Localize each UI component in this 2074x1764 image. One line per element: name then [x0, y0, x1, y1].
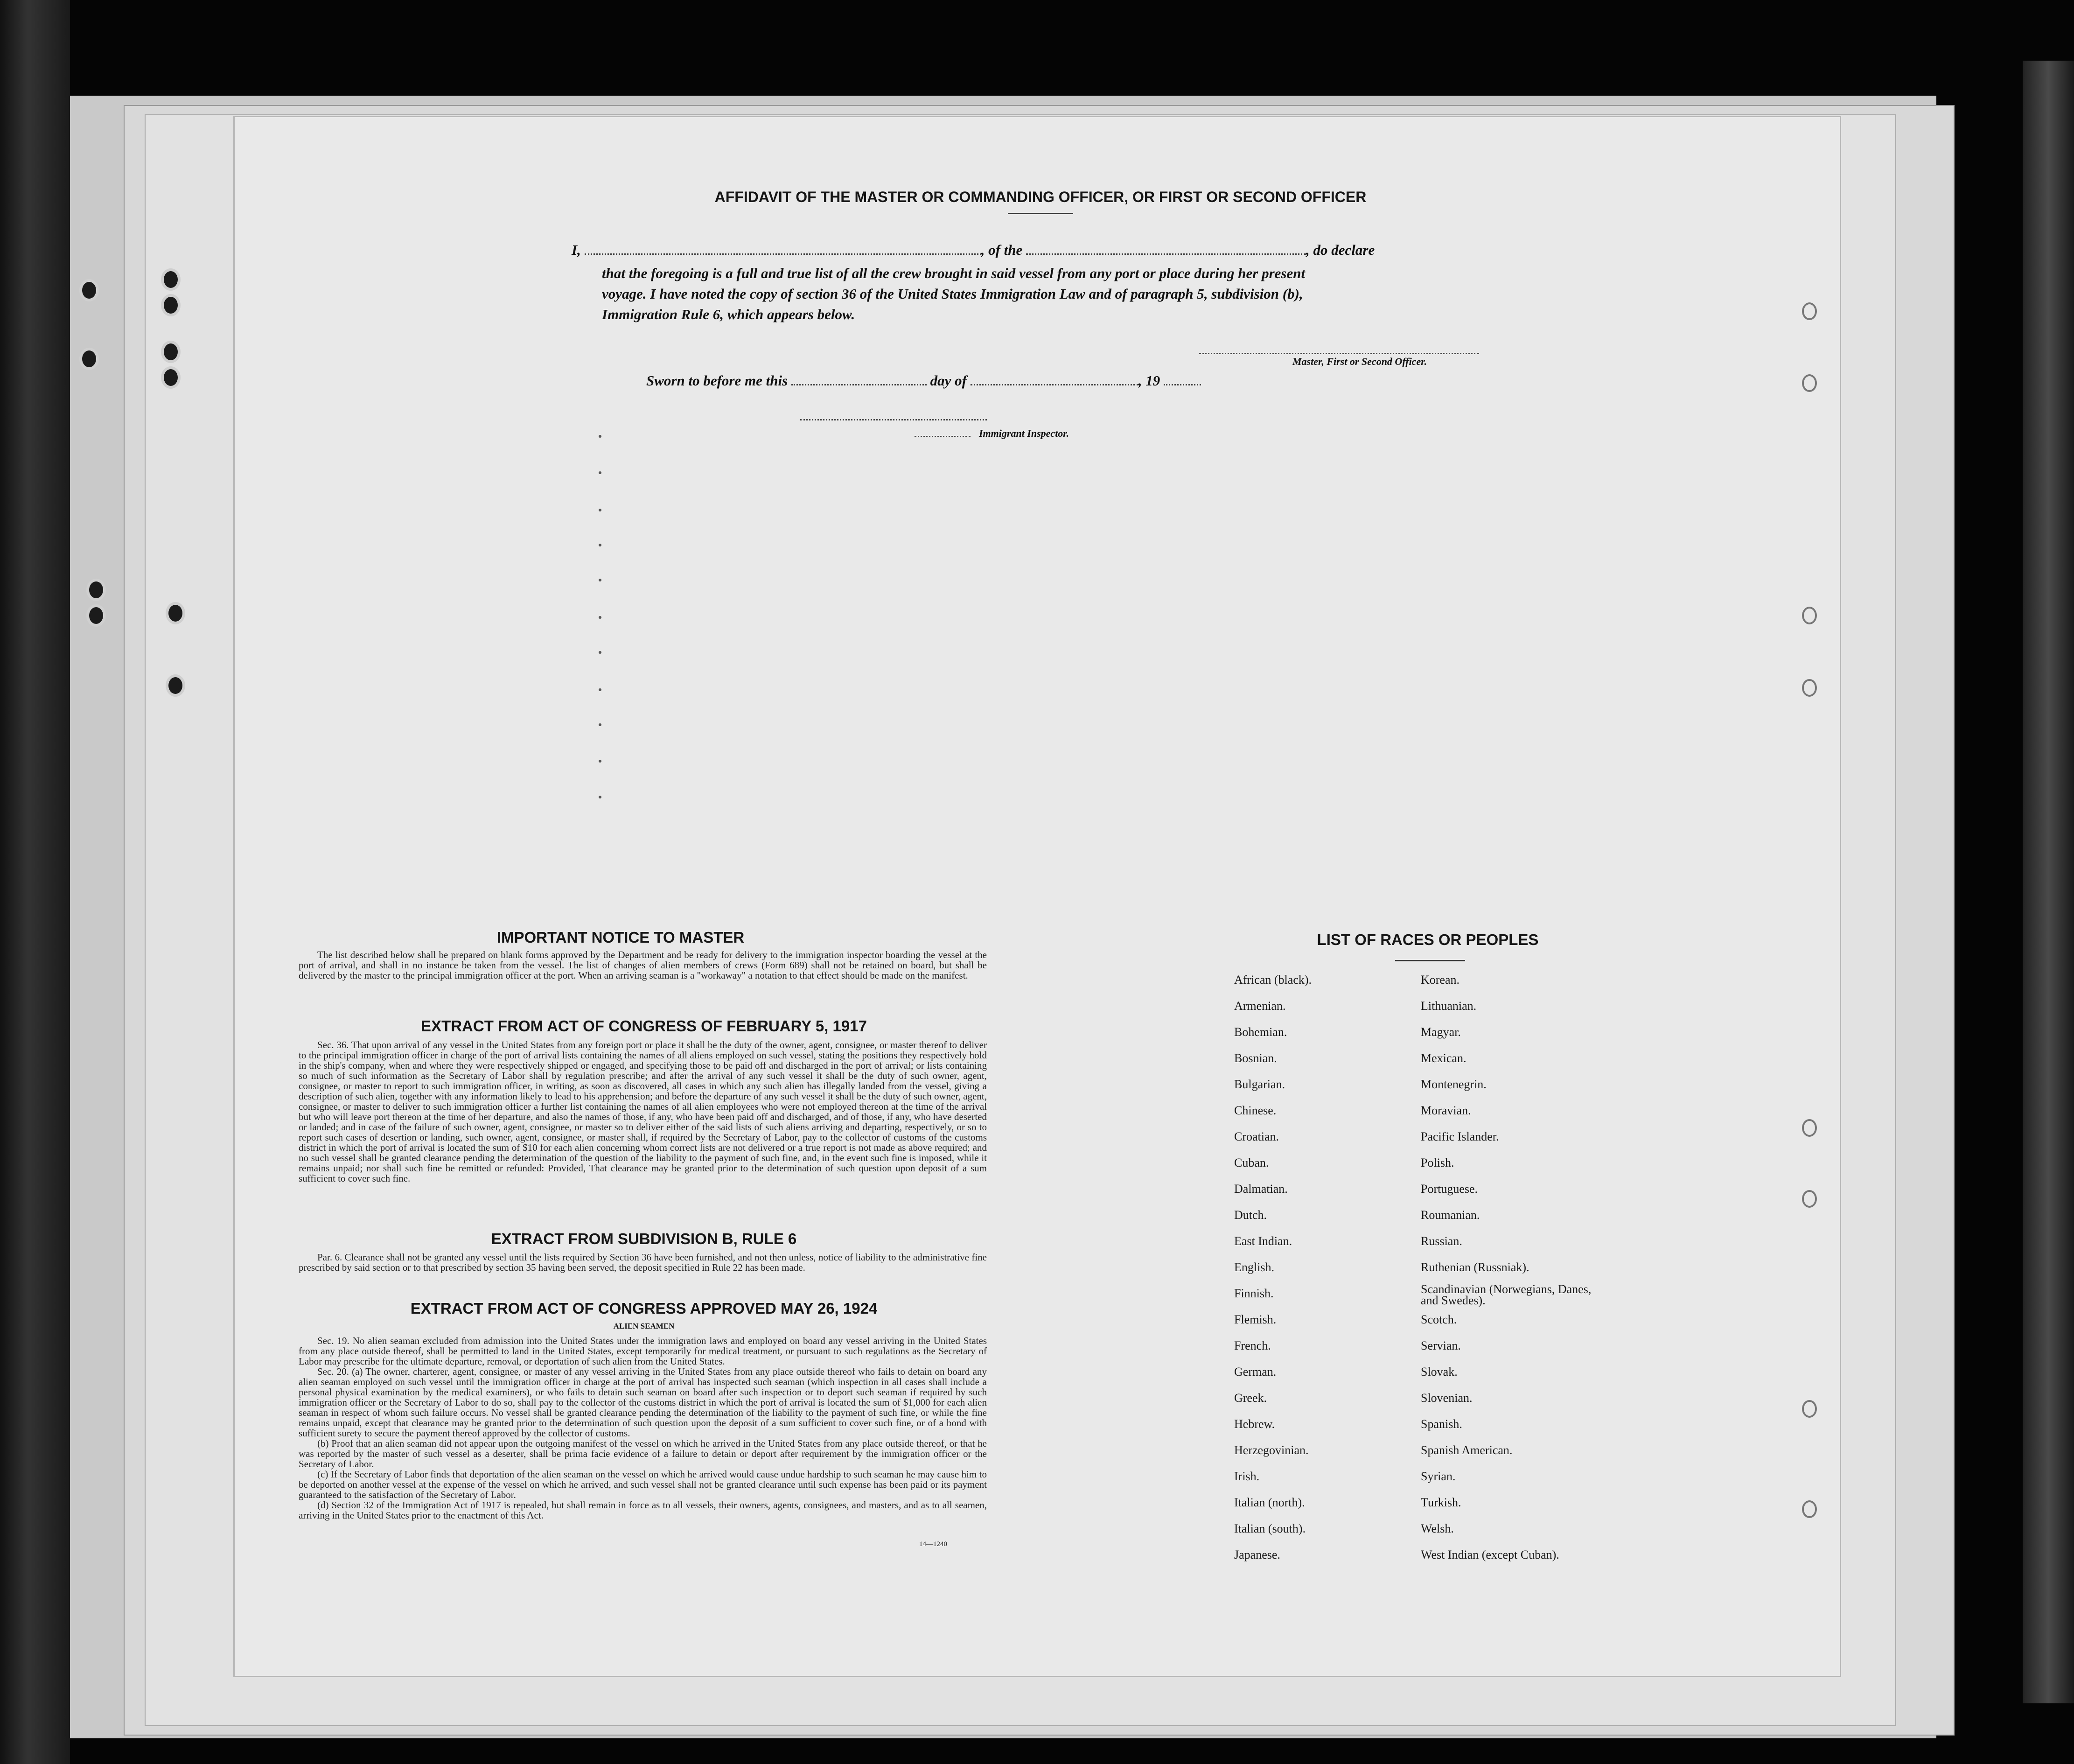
- punch-hole: [1802, 1190, 1817, 1208]
- race-item: Magyar.: [1421, 1025, 1461, 1039]
- margin-dot: [599, 760, 601, 763]
- race-item: Polish.: [1421, 1156, 1454, 1169]
- punch-hole: [86, 604, 106, 627]
- inspector-signature-blank: [800, 415, 987, 420]
- race-item: Spanish.: [1421, 1417, 1462, 1431]
- date-blank: [791, 380, 927, 385]
- extract-1924-sec20a: Sec. 20. (a) The owner, charterer, agent, consignee, or master of any vessel arriving in the United States from any place outside thereof who fails to detain on board any alien seaman employed on such vessel until the immigration officer in charge at the port of arrival has inspected such seaman (which inspection in all cases shall include a personal physical examination by the medical examiners), or who fails to detain such seaman on board after such inspection or to deport such seaman if required by such immigration officer or the Secretary of Labor to do so, shall pay to the collector of the customs district in which the port of arrival is located the sum of $1,000 for each alien seaman in respect of whom such failure occurs. No vessel shall be granted clearance pending the determination of the liability to the payment of such fine, or while the fine remains unpaid, except that clearance may be granted prior to the determination of such question upon the deposit of a sum sufficient to cover such fine, or of a bond with sufficient surety to secure the payment thereof approved by the collector of customs.: [299, 1366, 987, 1439]
- punch-hole: [1802, 1500, 1817, 1518]
- race-item: English.: [1234, 1260, 1274, 1274]
- race-item: Scotch.: [1421, 1313, 1457, 1326]
- race-item: Armenian.: [1234, 999, 1286, 1013]
- race-item: Hebrew.: [1234, 1417, 1275, 1431]
- punch-hole: [86, 579, 106, 601]
- races-rule: [1395, 960, 1465, 961]
- race-item: Scandinavian (Norwegians, Danes, and Swedes).: [1421, 1282, 1592, 1307]
- extract-1924-sec19: Sec. 19. No alien seaman excluded from admission into the United States under the immigration laws and employed on board any vessel arriving in the United States from any place outside thereof, shall be permitted to land in the United States, except temporarily for medical treatment, or pursuant to such regulations as the Secretary of Labor may prescribe for the ultimate departure, removal, or deportation of such alien from the United States.: [299, 1335, 987, 1367]
- margin-dot: [599, 723, 601, 726]
- race-item: Greek.: [1234, 1391, 1267, 1405]
- affidavit-rule: [1008, 213, 1073, 214]
- races-title: LIST OF RACES OR PEOPLES: [1317, 931, 1539, 948]
- races-right-column: [1421, 973, 1592, 1561]
- race-item: Moravian.: [1421, 1104, 1471, 1117]
- race-item: Lithuanian.: [1421, 999, 1477, 1013]
- extract-1917-body: [299, 1040, 987, 1183]
- extract-1924-subtitle: ALIEN SEAMEN: [613, 1322, 675, 1330]
- race-item: Japanese.: [1234, 1548, 1280, 1561]
- vessel-blank: [1026, 250, 1306, 255]
- margin-dot: [599, 435, 601, 438]
- extract-1924-sec20c: (c) If the Secretary of Labor finds that deportation of the alien seaman on the vessel on which he arrived would cause undue hardship to such seaman he may cause him to be deported on another vessel at the expense of the vessel on which he arrived, and such vessel shall not be granted clearance until such expense has been paid or its payment guaranteed to the satisfaction of the Secretary of Labor.: [299, 1469, 987, 1500]
- punch-hole: [1802, 1119, 1817, 1137]
- margin-dot: [599, 471, 601, 474]
- sworn-line: [646, 372, 1201, 389]
- punch-hole: [79, 279, 99, 301]
- punch-hole: [1802, 374, 1817, 392]
- extract-1924-body: [299, 1336, 987, 1520]
- affidavit-title: AFFIDAVIT OF THE MASTER OR COMMANDING OFFICER, OR FIRST OR SECOND OFFICER: [714, 189, 1367, 205]
- race-item: Russian.: [1421, 1234, 1462, 1248]
- extract-1917-paragraph: Sec. 36. That upon arrival of any vessel in the United States from any foreign port or place it shall be the duty of the owner, agent, consignee, or master thereof to deliver to the principal immigration officer in charge of the port of arrival lists containing the names of all aliens employed on such vessel, stating the positions they respectively hold in the ship's company, when and where they were respectively shipped or engaged, and specifying those to be paid off and discharged in the port of arrival; or lists containing so much of such information as the Secretary of Labor shall by regulation prescribe; and after the arrival of any such vessel it shall be the duty of such owner, agent, consignee, or master to report to such immigration officer, in writing, as soon as discovered, all cases in which any such alien has illegally landed from the vessel, giving a description of such alien, together with any information likely to lead to his apprehension; and before the departure of any such vessel it shall be the duty of such owner, agent, consignee, or master to deliver to such immigration officer a further list containing the names of all alien employees who were not employed thereon at the time of the arrival but who will leave port thereon at the time of her departure, and also the names of those, if any, who have been paid off and discharged, and of those, if any, who have deserted or landed; and in case of the failure of such owner, agent, consignee, or master so to deliver either of the said lists of such aliens arriving and departing, respectively, or so to report such cases of desertion or landing, such owner, agent, consignee, or master shall, if required by the Secretary of Labor, pay to the collector of customs of the customs district in which the port of arrival is located the sum of $10 for each alien concerning whom correct lists are not delivered or a true report is not made as above required; and no such vessel shall be granted clearance pending the determination of the question of the liability to the payment of such fine, and, in the event such fine is imposed, while it remains unpaid; nor shall such fine be remitted or refunded: Provided, That clearance may be granted prior to the determination of such question upon deposit of a sum sufficient to cover such fine.: [299, 1039, 987, 1184]
- binder-left-edge: [0, 0, 70, 1764]
- race-item: Croatian.: [1234, 1130, 1279, 1143]
- notice-title: IMPORTANT NOTICE TO MASTER: [496, 929, 745, 946]
- race-item: Pacific Islander.: [1421, 1130, 1499, 1143]
- master-signature-label: Master, First or Second Officer.: [1292, 356, 1427, 367]
- extract-1924-title: EXTRACT FROM ACT OF CONGRESS APPROVED MAY 26, 1924: [410, 1300, 878, 1317]
- name-blank: [585, 250, 981, 255]
- binder-right-edge: [2023, 61, 2074, 1703]
- inspector-label: Immigrant Inspector.: [979, 427, 1069, 439]
- punch-hole: [161, 294, 181, 316]
- race-item: Slovak.: [1421, 1365, 1458, 1379]
- race-item: Montenegrin.: [1421, 1078, 1487, 1091]
- notice-paragraph: The list described below shall be prepared on blank forms approved by the Department and be ready for delivery to the immigration inspector boarding the vessel at the port of arrival, and shall in no instance be taken from the vessel. The list of changes of alien members of crews (Form 689) shall not be retained on board, but shall be delivered by the master to the principal immigration officer at the port. When an arriving seaman is a "workaway" a notation to that effect should be made on the manifest.: [299, 949, 987, 981]
- affidavit-line-2: that the foregoing is a full and true list of all the crew brought in said vessel from any port or place during her present: [602, 265, 1306, 281]
- year-blank: [1164, 380, 1201, 385]
- race-item: Korean.: [1421, 973, 1460, 987]
- race-item: Dutch.: [1234, 1208, 1267, 1222]
- race-item: German.: [1234, 1365, 1277, 1379]
- race-item: African (black).: [1234, 973, 1312, 987]
- of-the-label: , of the: [981, 242, 1023, 258]
- margin-dot: [599, 688, 601, 691]
- race-item: Chinese.: [1234, 1104, 1277, 1117]
- month-blank: [971, 380, 1138, 385]
- declare-label: , do declare: [1306, 242, 1375, 258]
- i-label: I,: [572, 242, 581, 258]
- extract-rule6-paragraph: Par. 6. Clearance shall not be granted any vessel until the lists required by Section 36 have been furnished, and not then unless, notice of liability to the administrative fine prescribed by said section or to that prescribed by section 35 having been served, the deposit specified in Rule 22 has been made.: [299, 1252, 987, 1273]
- race-item: Cuban.: [1234, 1156, 1269, 1169]
- race-item: Flemish.: [1234, 1313, 1277, 1326]
- race-item: Slovenian.: [1421, 1391, 1473, 1405]
- race-item: Servian.: [1421, 1339, 1461, 1352]
- affidavit-line-1: [572, 242, 1375, 259]
- race-item: Spanish American.: [1421, 1443, 1513, 1457]
- race-item: Italian (north).: [1234, 1496, 1305, 1509]
- year-label: , 19: [1138, 372, 1160, 389]
- race-item: West Indian (except Cuban).: [1421, 1548, 1559, 1561]
- races-left-column: [1234, 973, 1312, 1561]
- affidavit-line-3: voyage. I have noted the copy of section 36 of the United States Immigration Law and of paragraph 5, subdivision (b),: [602, 286, 1303, 302]
- race-item: Dalmatian.: [1234, 1182, 1288, 1196]
- sworn-label: Sworn to before me this: [646, 372, 788, 389]
- extract-1924-sec20d: (d) Section 32 of the Immigration Act of 1917 is repealed, but shall remain in force as to all vessels, their owners, agents, consignees, and masters, and as to all seamen, arriving in the United States prior to the enactment of this Act.: [299, 1499, 987, 1521]
- race-item: Bosnian.: [1234, 1051, 1277, 1065]
- race-item: Roumanian.: [1421, 1208, 1480, 1222]
- extract-rule6-body: [299, 1252, 987, 1273]
- punch-hole: [166, 674, 185, 697]
- notice-body: [299, 950, 987, 980]
- punch-hole: [161, 268, 181, 291]
- race-item: Finnish.: [1234, 1287, 1274, 1300]
- affidavit-line-4: Immigration Rule 6, which appears below.: [602, 306, 855, 322]
- punch-hole: [79, 348, 99, 370]
- extract-1924-sec20b: (b) Proof that an alien seaman did not appear upon the outgoing manifest of the vessel on which he arrived in the United States from any place outside thereof, or that he was reported by the master of such vessel as a deserter, shall be prima facie evidence of a failure to detain or deport after requirement by the immigration officer or the Secretary of Labor.: [299, 1438, 987, 1470]
- margin-dot: [599, 616, 601, 619]
- margin-dot: [599, 544, 601, 546]
- race-item: Irish.: [1234, 1470, 1260, 1483]
- extract-1917-title: EXTRACT FROM ACT OF CONGRESS OF FEBRUARY 5, 1917: [421, 1017, 867, 1035]
- margin-dot: [599, 651, 601, 654]
- master-signature-blank: [1199, 349, 1479, 354]
- punch-hole: [166, 602, 185, 624]
- punch-hole: [1802, 679, 1817, 697]
- race-item: Italian (south).: [1234, 1522, 1306, 1535]
- race-item: East Indian.: [1234, 1234, 1292, 1248]
- race-item: Welsh.: [1421, 1522, 1454, 1535]
- punch-hole: [161, 341, 181, 363]
- extract-rule6-title: EXTRACT FROM SUBDIVISION B, RULE 6: [491, 1230, 797, 1247]
- punch-hole: [1802, 302, 1817, 320]
- form-number: 14—1240: [919, 1540, 947, 1548]
- race-item: French.: [1234, 1339, 1271, 1352]
- race-item: Bulgarian.: [1234, 1078, 1285, 1091]
- race-item: Herzegovinian.: [1234, 1443, 1309, 1457]
- inspector-signature-blank-2: [915, 432, 971, 437]
- race-item: Syrian.: [1421, 1470, 1456, 1483]
- race-item: Mexican.: [1421, 1051, 1466, 1065]
- day-of-label: day of: [930, 372, 967, 389]
- race-item: Portuguese.: [1421, 1182, 1478, 1196]
- race-item: Ruthenian (Russniak).: [1421, 1260, 1529, 1274]
- punch-hole: [161, 366, 181, 389]
- margin-dot: [599, 579, 601, 581]
- punch-hole: [1802, 1400, 1817, 1418]
- punch-hole: [1802, 607, 1817, 624]
- margin-dot: [599, 509, 601, 511]
- margin-dot: [599, 796, 601, 798]
- race-item: Turkish.: [1421, 1496, 1461, 1509]
- race-item: Bohemian.: [1234, 1025, 1287, 1039]
